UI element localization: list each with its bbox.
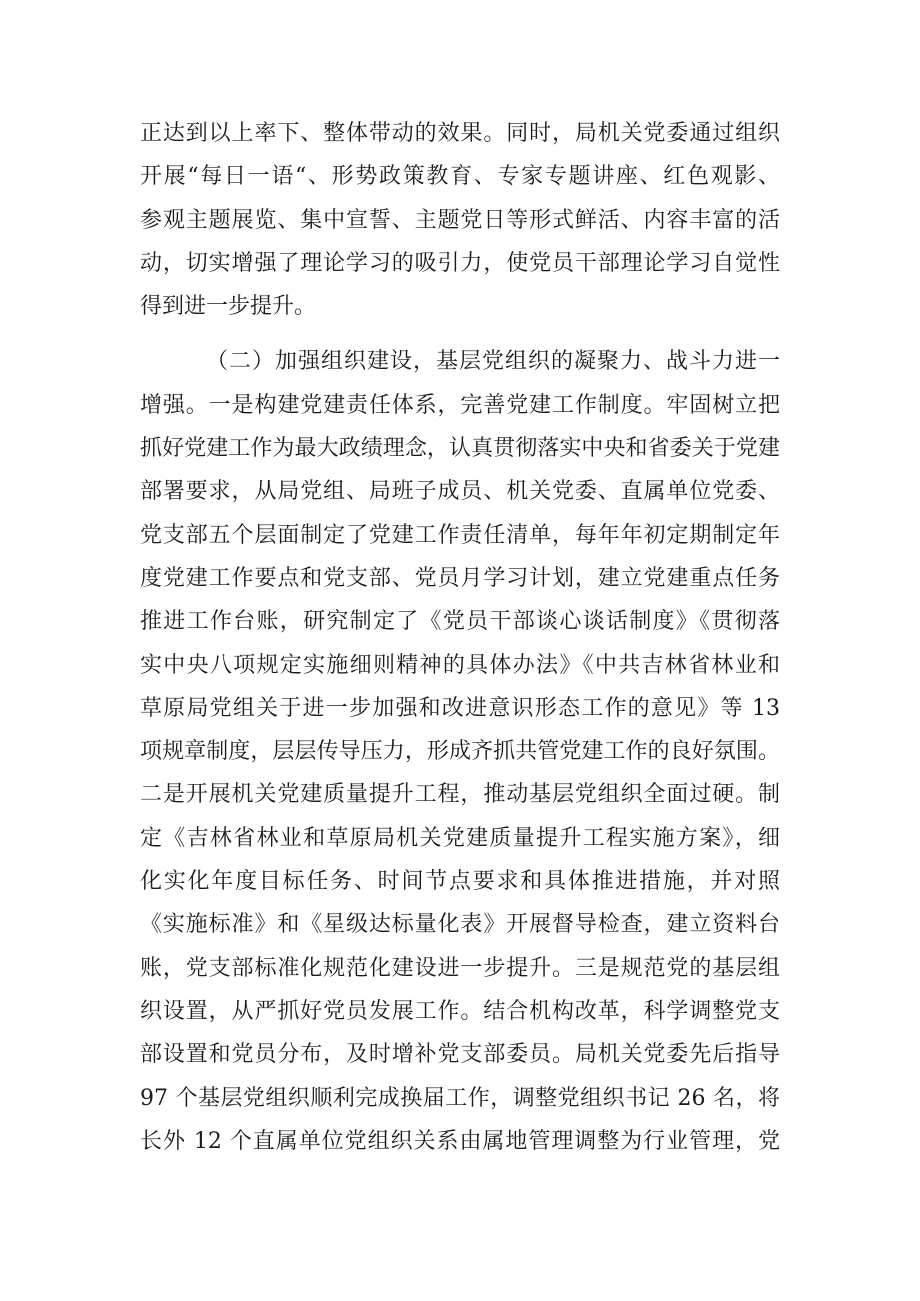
paragraph-2 [140,340,780,1206]
text-line: 正达到以上率下、整体带动的效果。同时，局机关党委通过组织 [140,121,780,146]
text-line: 推进工作台账，研究制定了《党员干部谈心谈话制度》《贯彻落 [140,609,780,635]
text-line: 得到进一步提升。 [140,294,317,320]
text-line: 部署要求，从局党组、局班子成员、机关党委、直属单位党委、 [140,479,780,505]
text-line: 项规章制度，层层传导压力，形成齐抓共管党建工作的良好氛围。 [140,739,780,765]
text-line: （二）加强组织建设，基层党组织的凝聚力、战斗力进一 [206,349,780,375]
text-line: 定《吉林省林业和草原局机关党建质量提升工程实施方案》，细 [140,825,780,851]
text-line: 二是开展机关党建质量提升工程，推动基层党组织全面过硬。制 [140,782,780,808]
text-line: 97 个基层党组织顺利完成换届工作，调整党组织书记 26 名，将 [140,1085,780,1111]
text-line: 《实施标准》和《星级达标量化表》开展督导检查，建立资料台 [140,912,780,938]
text-line: 度党建工作要点和党支部、党员月学习计划，建立党建重点任务 [140,565,780,591]
paragraph-gap [140,328,780,340]
text-line: 参观主题展览、集中宣誓、主题党日等形式鲜活、内容丰富的活 [140,207,780,233]
text-line: 账，党支部标准化规范化建设进一步提升。三是规范党的基层组 [140,955,780,981]
document-body [140,112,780,1206]
text-line: 织设置，从严抓好党员发展工作。结合机构改革，科学调整党支 [140,998,780,1024]
text-line: 长外 12 个直属单位党组织关系由属地管理调整为行业管理，党 [140,1128,780,1154]
text-line: 部设置和党员分布，及时增补党支部委员。局机关党委先后指导 [140,1042,780,1068]
text-line: 草原局党组关于进一步加强和改进意识形态工作的意见》等 13 [140,695,780,721]
text-line: 党支部五个层面制定了党建工作责任清单，每年年初定期制定年 [140,522,780,548]
paragraph-1 [140,112,780,328]
text-line [140,1163,780,1206]
text-line: 实中央八项规定实施细则精神的具体办法》《中共吉林省林业和 [140,652,780,678]
text-line: 抓好党建工作为最大政绩理念，认真贯彻落实中央和省委关于党建 [140,436,780,462]
text-line: 开展“每日一语“、形势政策教育、专家专题讲座、红色观影、 [140,164,780,190]
text-line: 增强。一是构建党建责任体系，完善党建工作制度。牢固树立把 [140,392,780,418]
text-line: 动，切实增强了理论学习的吸引力，使党员干部理论学习自觉性 [140,250,780,276]
text-line: 化实化年度目标任务、时间节点要求和具体推进措施，并对照 [140,869,780,895]
